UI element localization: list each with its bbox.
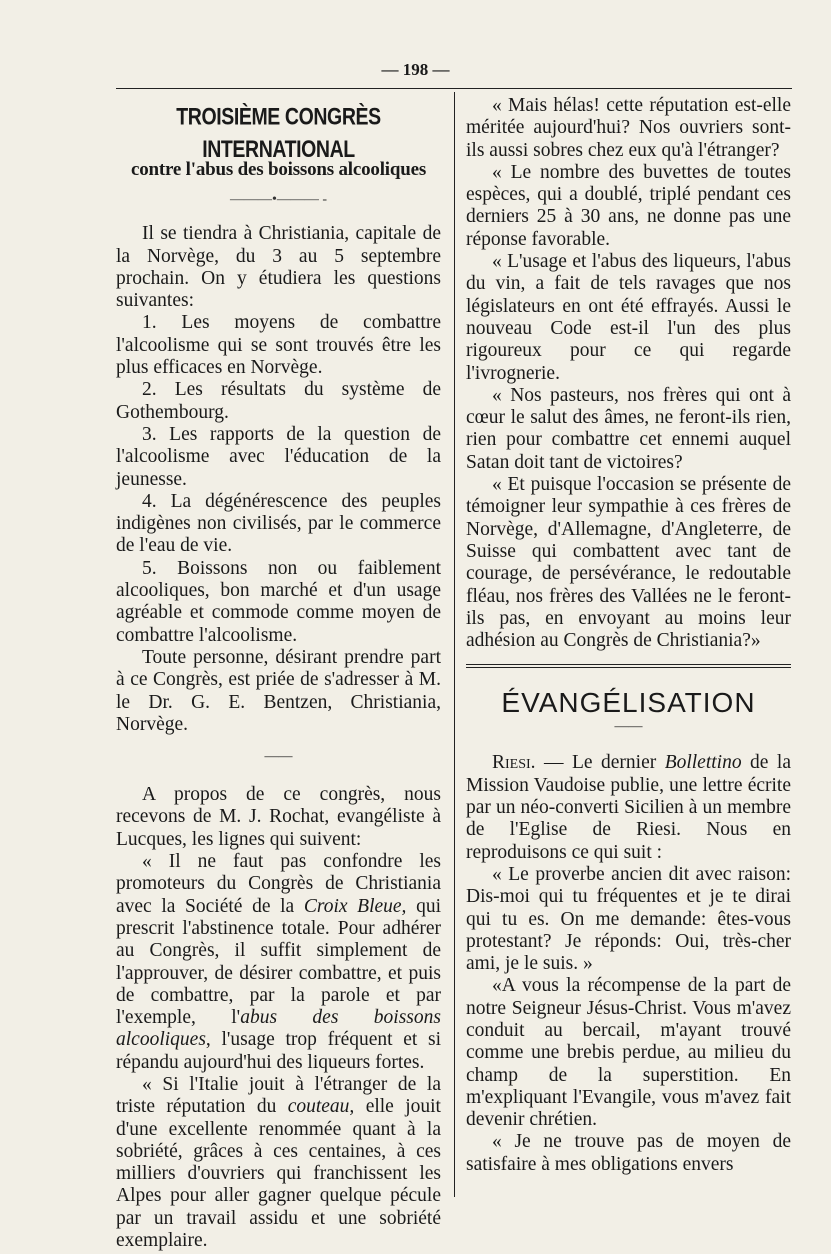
question-4: 4. La dégénérescence des peuples indigènes non civilisés, par le commerce de l'eau de vie. [116, 490, 441, 557]
question-1: 1. Les moyens de combattre l'alcoolisme qui se sont trouvés être les plus efficaces en Norvège. [116, 312, 441, 379]
text-run: elle jouit d'une excellente renommée quant à la sobriété, grâces à ces centaines, à ces milliers d'ouvriers qui franchissent les Alpes pour aller gagner quelque pécule par un travail assidu et une sobriété exemplaire. [116, 1096, 441, 1252]
letter-paragraph-3: « Je ne trouve pas de moyen de satisfaire à mes obligations envers [466, 1131, 791, 1175]
italic-text: couteau, [287, 1096, 355, 1118]
rochat-intro: A propos de ce congrès, nous recevons de M. J. Rochat, evangéliste à Lucques, les lignes qui suivent: [116, 784, 441, 850]
riesi-paragraph [466, 752, 791, 863]
article-title: TROISIÈME CONGRÈS INTERNATIONAL [176, 103, 381, 163]
text-run: de la Mission Vaudoise publie, une lettre écrite par un néo-converti Sicilien à un membre de l'Eglise de Riesi. Nous en reproduisons ce qui suit : [466, 752, 791, 863]
text-run: qui prescrit l'abstinence totale. Pour adhérer au Congrès, il suffit simplement de l'approuver, de désirer combattre, et puis de combattre, par la parole et par l'exemple, l' [116, 895, 441, 1029]
text-run: , l'usage trop fréquent et si répandu aujourd'hui des liqueurs fortes. [116, 1029, 441, 1073]
continued-paragraph-4: « Nos pasteurs, nos frères qui ont à cœur le salut des âmes, ne feront-ils rien, rien pour combattre cet ennemi auquel Satan doit tant de victoires? [466, 384, 791, 473]
section-title: ÉVANGÉLISATION [501, 687, 756, 719]
place-name: Riesi. [492, 752, 536, 774]
text-run: « Il ne faut pas confondre les promoteurs du Congrès de Christiania avec la Société de la [116, 851, 441, 917]
right-column [466, 95, 791, 1176]
left-column [116, 95, 441, 1252]
double-rule [466, 664, 791, 668]
question-2: 2. Les résultats du système de Gothembourg. [116, 379, 441, 423]
question-3: 3. Les rapports de la question de l'alcoolisme avec l'éducation de la jeunesse. [116, 423, 441, 490]
invitation-paragraph: Toute personne, désirant prendre part à ce Congrès, est priée de s'adresser à M. le Dr. G. E. Bentzen, Christiania, Norvège. [116, 646, 441, 735]
text-run: « Si l'Italie jouit à l'étranger de la triste réputation du [116, 1073, 441, 1118]
header-rule [116, 88, 792, 89]
continued-paragraph-2: « Le nombre des buvettes de toutes espèces, qui a doublé, triplé pendant ces derniers 25 à 30 ans, ne donne pas une réponse favorable. [466, 161, 791, 250]
letter-paragraph-1: « Le proverbe ancien dit avec raison: Dis-moi qui tu fréquentes et je te dirai qui tu es. On me demande: êtes-vous protestant? Je réponds: Oui, très-cher ami, je le suis. » [466, 863, 791, 975]
section-separator: —— [614, 719, 643, 735]
text-run: — Le dernier [535, 752, 665, 774]
continued-paragraph-3: « L'usage et l'abus des liqueurs, l'abus du vin, a fait de tels ravages que nos législateurs en ont été effrayés. Aussi le nouveau Code est-il l'un des plus rigoureux pour ce qui regarde l'ivrognerie. [466, 251, 791, 384]
page-number: — 198 — [381, 60, 450, 79]
rochat-paragraph-2 [116, 1074, 441, 1252]
article-subtitle: contre l'abus des boissons alcooliques [130, 159, 427, 180]
italic-text: Bollettino [664, 752, 742, 774]
section-separator: —— [264, 749, 293, 765]
letter-paragraph-2: «A vous la récompense de la part de notre Seigneur Jésus-Christ. Vous m'avez conduit au bercail, m'ayant trouvé comme une brebis perdue, au milieu du champ de la superstition. En m'expliquant l'Evangile, vous m'avez fait devenir chrétien. [466, 975, 791, 1131]
italic-text: abus des boissons alcooliques [116, 1007, 441, 1051]
rochat-paragraph-1 [116, 851, 441, 1074]
intro-paragraph: Il se tiendra à Christiania, capitale de la Norvège, du 3 au 5 septembre prochain. On y étudiera les questions suivantes: [116, 223, 441, 312]
continued-paragraph-5: « Et puisque l'occasion se présente de témoigner leur sympathie à ces frères de Norvège, d'Allemagne, d'Angleterre, de Suisse qui combattent avec tant de courage, de persévérance, le redoutable fléau, nos frères des Vallées ne le feront-ils pas, en envoyant au moins leur adhésion au Congrès de Christiania?» [466, 474, 791, 652]
italic-text: Croix Bleue, [303, 895, 407, 917]
continued-paragraph-1: « Mais hélas! cette réputation est-elle méritée aujourd'hui? Nos ouvriers sont-ils aussi sobres chez eux qu'à l'étranger? [466, 95, 791, 161]
question-5: 5. Boissons non ou faiblement alcooliques, bon marché et d'un usage agréable et commode comme moyen de combattre l'alcoolisme. [116, 557, 441, 646]
flourish-ornament: ———•——— - [229, 192, 328, 208]
column-divider [454, 92, 455, 1197]
